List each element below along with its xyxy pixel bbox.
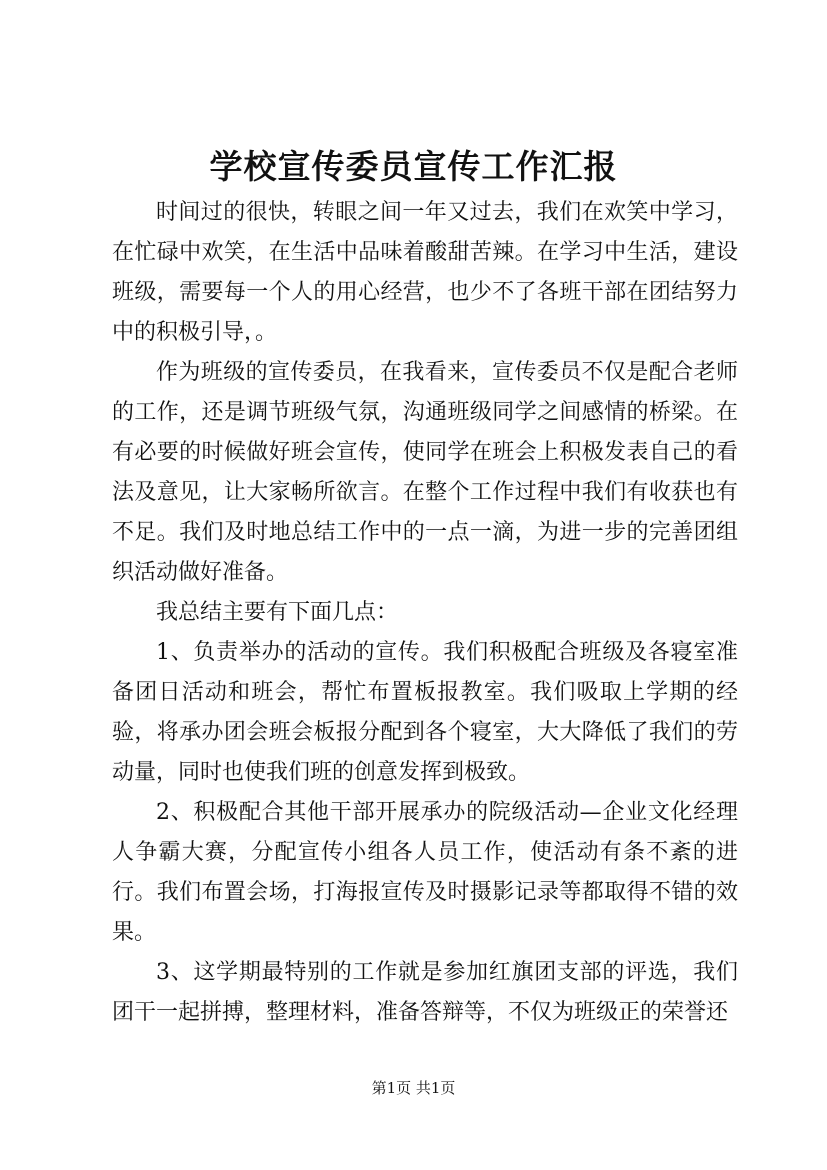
document-body — [112, 193, 738, 1033]
document-title: 学校宣传委员宣传工作汇报 — [209, 147, 618, 186]
paragraph-summary-lead: 我总结主要有下面几点： — [156, 600, 399, 625]
page-footer: 第1页 共1页 — [371, 1079, 456, 1097]
paragraph-point-3: 3、这学期最特别的工作就是参加红旗团支部的评选，我们团干一起拼搏，整理材料，准备答辩等，不仅为班级正的荣誉还 — [112, 960, 738, 1025]
paragraph-point-2: 2、积极配合其他干部开展承办的院级活动—企业文化经理人争霸大赛，分配宣传小组各人员工作，使活动有条不紊的进行。我们布置会场，打海报宣传及时摄影记录等都取得不错的效果。 — [112, 800, 738, 945]
paragraph-intro: 时间过的很快，转眼之间一年又过去，我们在欢笑中学习，在忙碌中欢笑，在生活中品味着酸甜苦辣。在学习中生活，建设班级，需要每一个人的用心经营，也少不了各班干部在团结努力中的积极引导，。 — [112, 200, 738, 345]
paragraph-role: 作为班级的宣传委员，在我看来，宣传委员不仅是配合老师的工作，还是调节班级气氛，沟通班级同学之间感情的桥梁。在有必要的时候做好班会宣传，使同学在班会上积极发表自己的看法及意见，让大家畅所欲言。在整个工作过程中我们有收获也有不足。我们及时地总结工作中的一点一滴，为进一步的完善团组织活动做好准备。 — [112, 360, 738, 585]
paragraph-point-1: 1、负责举办的活动的宣传。我们积极配合班级及各寝室准备团日活动和班会，帮忙布置板报教室。我们吸取上学期的经验，将承办团会班会板报分配到各个寝室，大大降低了我们的劳动量，同时也使我们班的创意发挥到极致。 — [112, 640, 738, 785]
